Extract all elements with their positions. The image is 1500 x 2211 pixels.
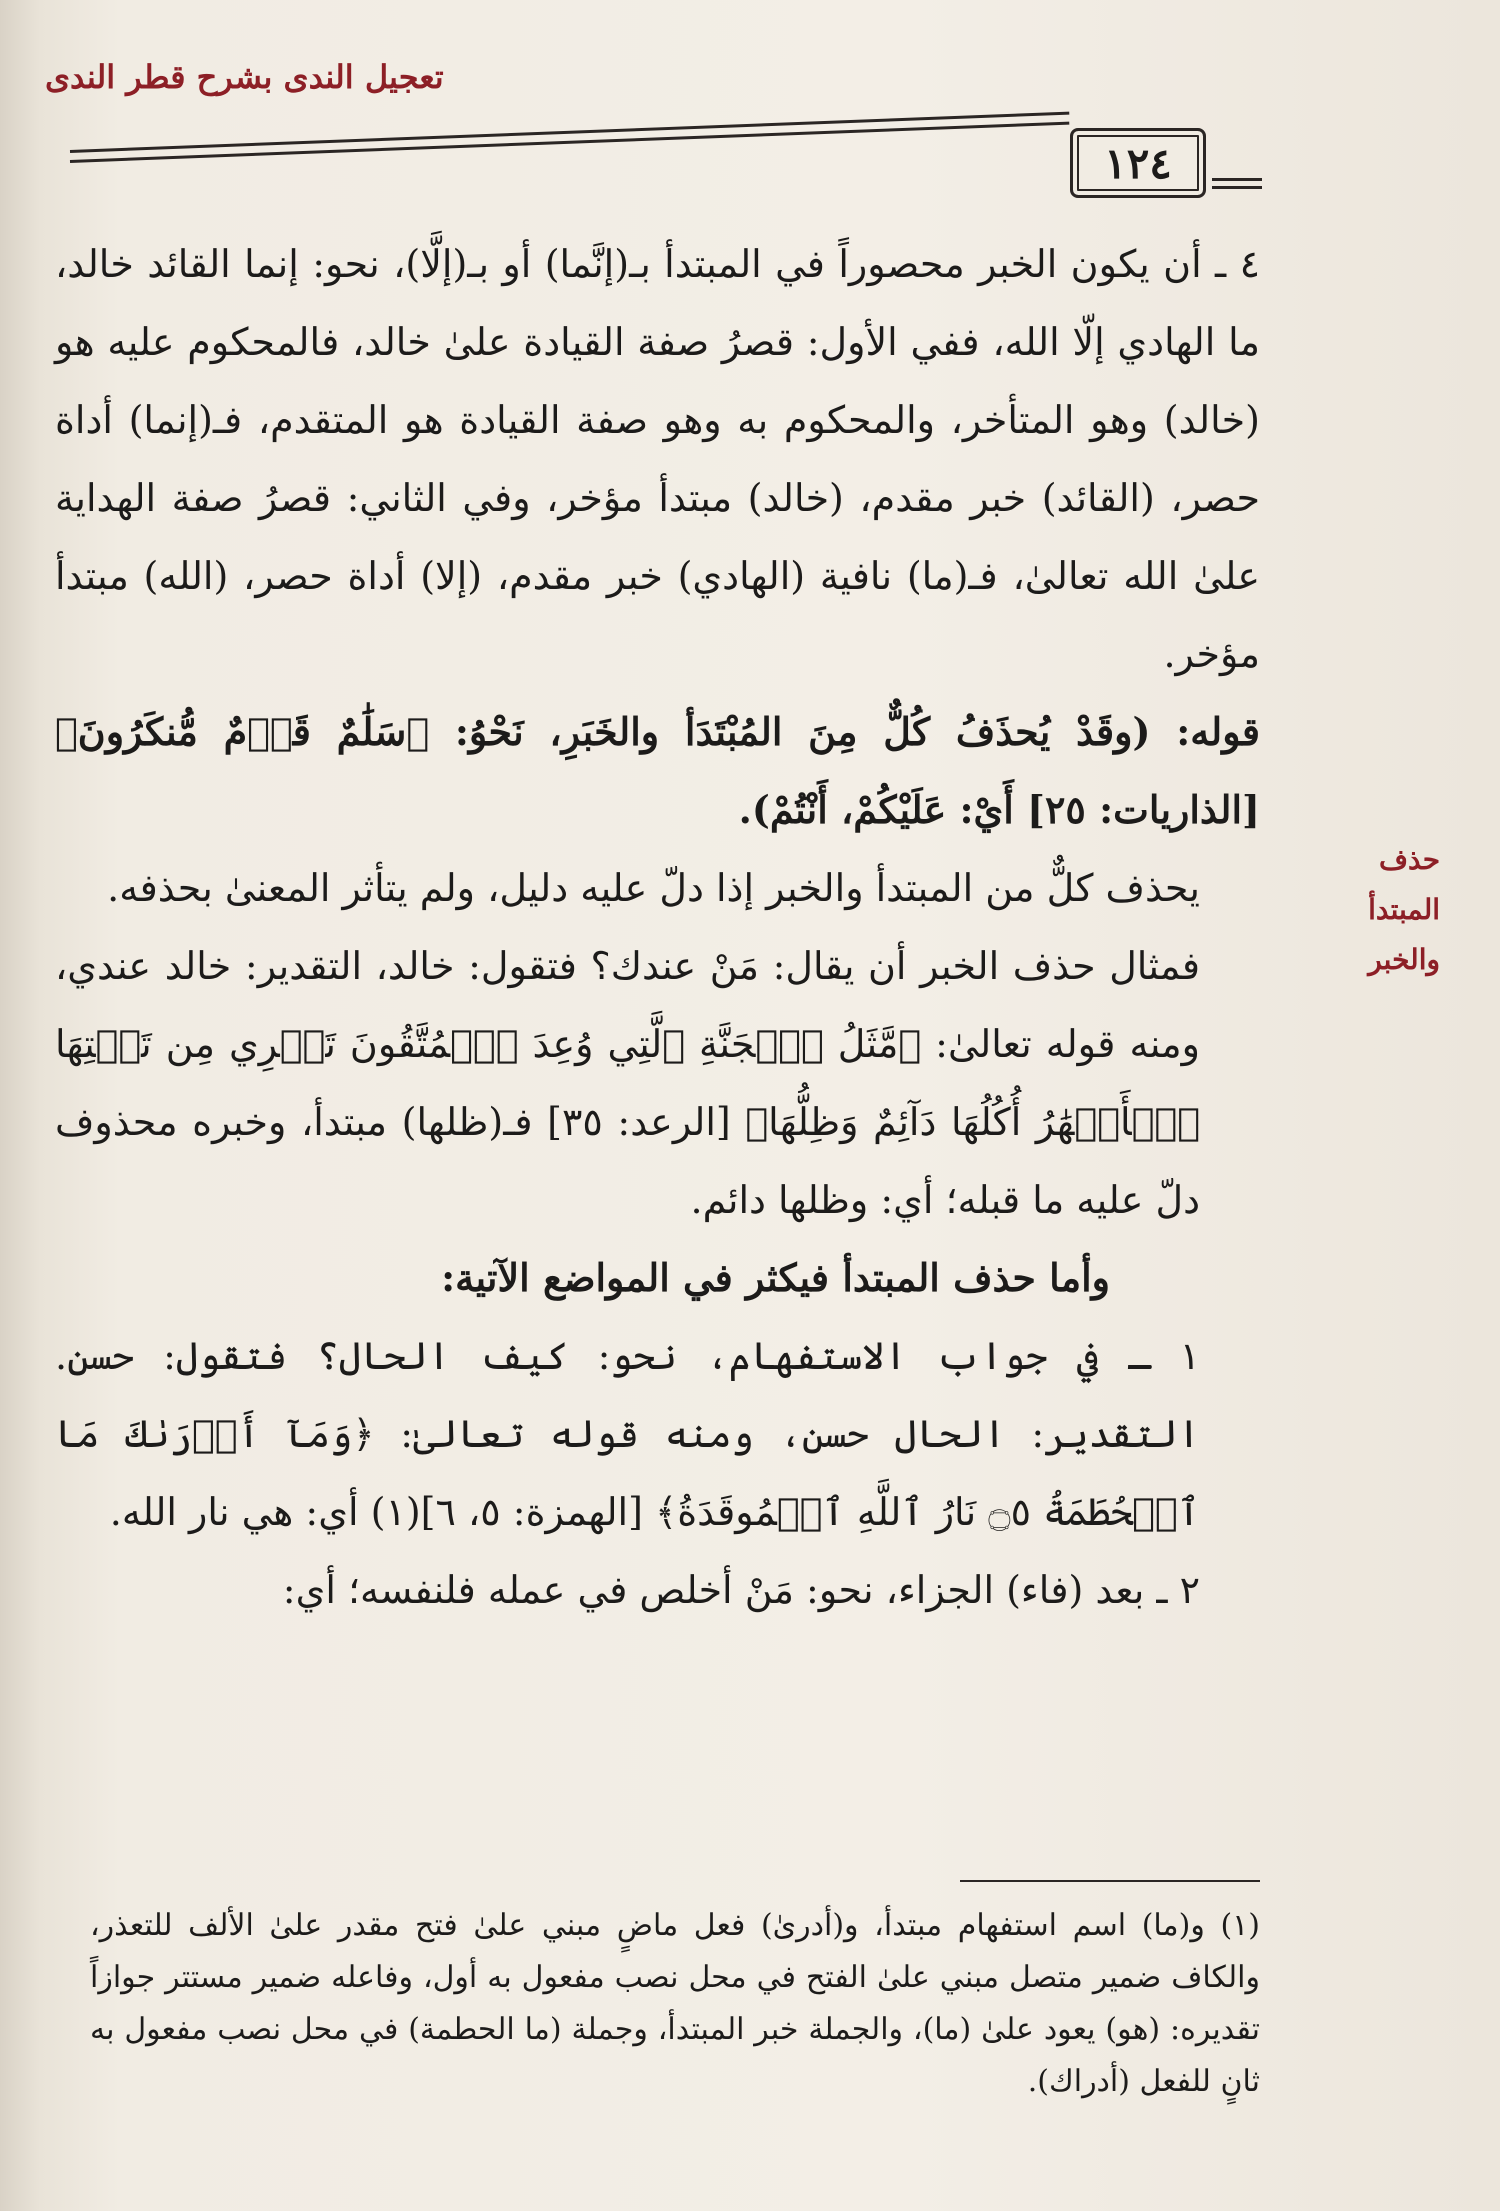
paragraph: ٢ ـ بعد (فاء) الجزاء، نحو: مَنْ أخلص في عمله فلنفسه؛ أي: bbox=[282, 1568, 1200, 1612]
paragraph: ١ ـ في جواب الاستفهام، نحو: كيف الحال؟ فتقول: حسن. التقدير: الحال حسن، ومنه قوله تعالىٰ: ﴿وَمَآ أَدۡرَىٰكَ مَا ٱلۡحُطَمَةُ ۝٥ نَارُ ٱللَّهِ ٱلۡمُوقَدَةُ﴾ [الهمزة: ٥، ٦](١) أي: هي نار الله. bbox=[55, 1334, 1200, 1534]
margin-note: حذف المبتدأ والخبر bbox=[1368, 843, 1440, 976]
page-number: ١٢٤ bbox=[1070, 128, 1206, 198]
footnote-text: (١) و(ما) اسم استفهام مبتدأ، و(أدرىٰ) فعل ماضٍ مبني علىٰ فتح مقدر علىٰ الألف للتعذر، والكاف ضمير متصل مبني علىٰ الفتح في محل نصب مفعول به أول، وفاعله ضمير مستتر جوازاً تقديره: (هو) يعود علىٰ (ما)، والجملة خبر المبتدأ، وجملة (ما الحطمة) في محل نصب مفعول به ثانٍ للفعل (أدراك). bbox=[90, 1908, 1260, 2099]
header-rule bbox=[70, 112, 1069, 153]
paragraph-quote: قوله: (وقَدْ يُحذَفُ كُلٌّ مِنَ المُبْتَدَأ والخَبَرِ، نَحْوُ: ﴿سَلَٰمٌ قَوۡمٌ مُّنكَرُونَ﴾ [الذاريات: ٢٥] أَيْ: عَلَيْكُمْ، أَنْتُمْ). bbox=[55, 709, 1260, 832]
footnote bbox=[90, 1900, 1260, 2108]
header-rule-right-2 bbox=[1212, 186, 1262, 189]
paragraph: فمثال حذف الخبر أن يقال: مَنْ عندك؟ فتقول: خالد، التقدير: خالد عندي، ومنه قوله تعالىٰ: ﴿مَّثَلُ ٱلۡجَنَّةِ ٱلَّتِي وُعِدَ ٱلۡمُتَّقُونَ تَجۡرِي مِن تَحۡتِهَا ٱلۡأَنۡهَٰرُ أُكُلُهَا دَآئِمٌ وَظِلُّهَا﴾ [الرعد: ٣٥] فـ(ظلها) مبتدأ، وخبره محذوف دلّ عليه ما قبله؛ أي: وظلها دائم. bbox=[55, 944, 1200, 1222]
header-rule-right bbox=[1212, 178, 1262, 181]
book-title: تعجيل الندى بشرح قطر الندى bbox=[45, 58, 444, 96]
header-rule-2 bbox=[70, 122, 1069, 163]
section-heading: وأما حذف المبتدأ فيكثر في المواضع الآتية: bbox=[441, 1255, 1110, 1300]
main-text bbox=[55, 225, 1260, 1629]
paragraph: ٤ ـ أن يكون الخبر محصوراً في المبتدأ بـ(إنَّما) أو بـ(إلَّا)، نحو: إنما القائد خالد، ما الهادي إلّا الله، ففي الأول: قصرُ صفة القيادة علىٰ خالد، فالمحكوم عليه هو (خالد) وهو المتأخر، والمحكوم به وهو صفة القيادة هو المتقدم، فـ(إنما) أداة حصر، (القائد) خبر مقدم، (خالد) مبتدأ مؤخر، وفي الثاني: قصرُ صفة الهداية علىٰ الله تعالىٰ، فـ(ما) نافية (الهادي) خبر مقدم، (إلا) أداة حصر، (الله) مبتدأ مؤخر. bbox=[55, 242, 1260, 676]
footnote-separator bbox=[960, 1880, 1260, 1882]
paragraph: يحذف كلٌّ من المبتدأ والخبر إذا دلّ عليه دليل، ولم يتأثر المعنىٰ بحذفه. bbox=[107, 866, 1200, 910]
